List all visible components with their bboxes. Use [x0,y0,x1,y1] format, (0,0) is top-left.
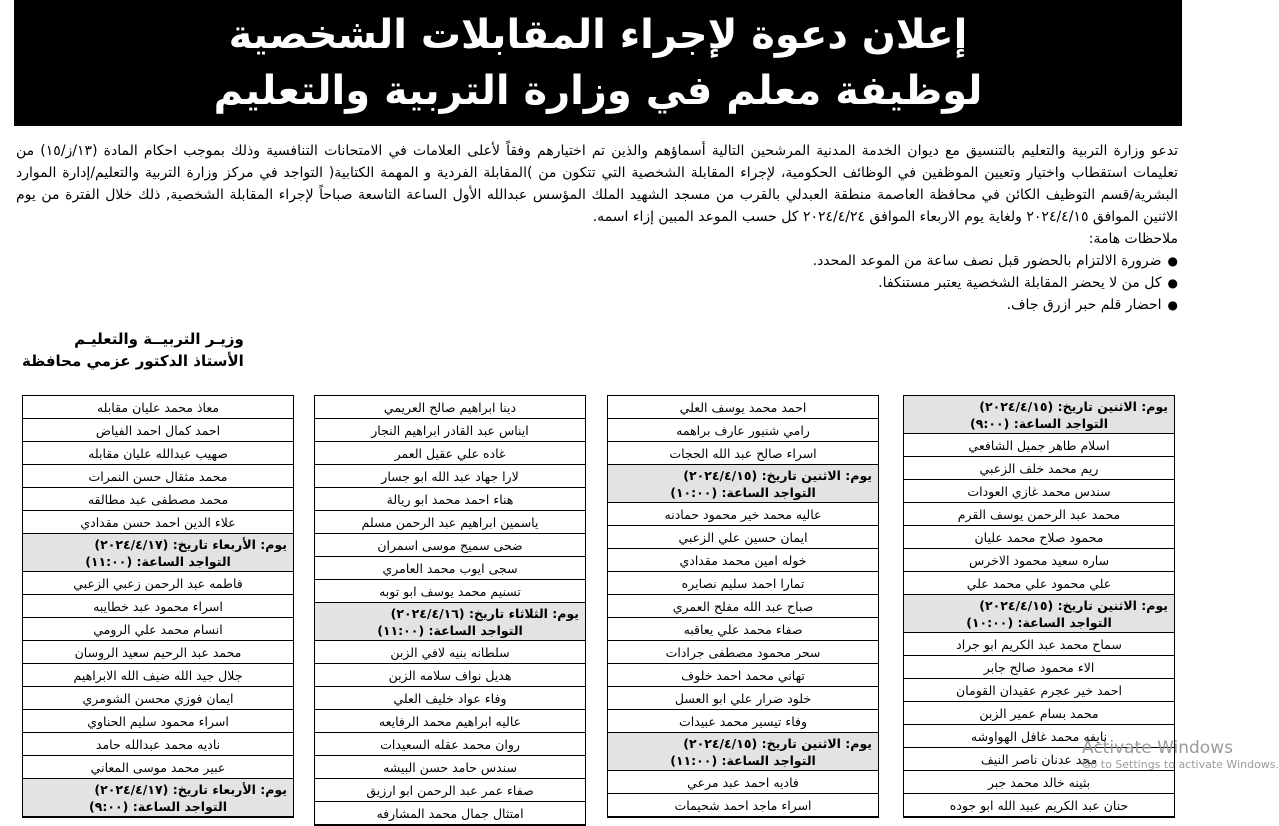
candidate-name: ريم محمد خلف الزعبي [904,457,1174,480]
schedule-header [608,733,878,771]
candidate-name: محمود صلاح محمد عليان [904,526,1174,549]
candidate-name: هديل نواف سلامه الزبن [315,664,585,687]
announcement-body [16,140,1178,316]
schedule-header [608,465,878,503]
candidate-name: خوله امين محمد مقدادي [608,549,878,572]
candidate-name: مجد عدنان ناصر النيف [904,748,1174,771]
candidate-name: محمد عبد الرحمن يوسف القرم [904,503,1174,526]
notes-heading: ملاحظات هامة: [1088,231,1178,247]
schedule-time: التواجد الساعة: (١٠:٠٠) [670,484,816,500]
candidates-column-2 [607,395,879,818]
candidate-name: فاديه احمد عبد مرعي [608,771,878,794]
note-item [16,272,1178,294]
candidate-name: وفاء عواد خليف العلي [315,687,585,710]
notes-list [16,250,1178,316]
candidate-name: اسراء محمود سليم الحناوي [23,710,293,733]
schedule-time: التواجد الساعة: (١٠:٠٠) [966,614,1112,630]
bullet-icon: ● [1167,276,1178,290]
candidate-name: محمد مثقال حسن النمرات [23,465,293,488]
candidate-name: صباح عبد الله مفلح العمري [608,595,878,618]
candidate-name: فاطمه عبد الرحمن زعبي الزعبي [23,572,293,595]
schedule-header [904,595,1174,633]
candidate-name: سلطانه بنيه لافي الزبن [315,641,585,664]
candidate-name: دينا ابراهيم صالح العريمي [315,396,585,419]
candidates-column-3 [314,395,586,826]
candidate-name: سحر محمود مصطفى جرادات [608,641,878,664]
candidate-name: انسام محمد علي الرومي [23,618,293,641]
candidate-name: احمد محمد يوسف العلي [608,396,878,419]
watermark-title: Activate Windows [1082,738,1233,758]
schedule-time: التواجد الساعة: (١١:٠٠) [85,553,231,569]
schedule-header [904,396,1174,434]
candidate-name: لارا جهاد عبد الله ابو جسار [315,465,585,488]
schedule-time: التواجد الساعة: (٩:٠٠) [970,415,1108,431]
candidate-name: ايناس عبد القادر ابراهيم النجار [315,419,585,442]
candidate-name: تهاني محمد احمد خلوف [608,664,878,687]
minister-title: وزيـر التربيــة والتعليـم [74,330,244,348]
candidate-name: روان محمد عقله السعيدات [315,733,585,756]
candidate-name: جلال جيد الله ضيف الله الابراهيم [23,664,293,687]
candidate-name: ضحى سميح موسى اسمران [315,534,585,557]
candidate-name: خلود ضرار علي ابو العسل [608,687,878,710]
candidate-name: غاده علي عقيل العمر [315,442,585,465]
candidate-name: عاليه ابراهيم محمد الرفايعه [315,710,585,733]
candidate-name: معاذ محمد عليان مقابله [23,396,293,419]
candidate-name: الاء محمود صالح جابر [904,656,1174,679]
schedule-date: يوم: الأربعاء تاريخ: (٢٠٢٤/٤/١٧) [94,781,287,797]
candidate-name: ايمان حسين علي الزعبي [608,526,878,549]
candidate-name: علي محمود علي محمد علي [904,572,1174,595]
minister-signature [22,328,244,372]
schedule-time: التواجد الساعة: (٩:٠٠) [89,798,227,814]
note-item [16,250,1178,272]
candidate-name: اسلام طاهر جميل الشافعي [904,434,1174,457]
schedule-header [315,603,585,641]
note-text: كل من لا يحضر المقابلة الشخصية يعتبر مستنكفا. [878,275,1162,291]
candidate-name: سندس محمد غازي العودات [904,480,1174,503]
candidate-name: صهيب عبدالله عليان مقابله [23,442,293,465]
candidate-name: صفاء عمر عبد الرحمن ابو ارزيق [315,779,585,802]
candidate-name: سندس حامد حسن البيشه [315,756,585,779]
schedule-date: يوم: الاثنين تاريخ: (٢٠٢٤/٤/١٥) [979,597,1168,613]
candidate-name: اسراء محمود عبد خطايبه [23,595,293,618]
title-line-2: لوظيفة معلم في وزارة التربية والتعليم [213,68,983,114]
candidate-name: عبير محمد موسى المعاني [23,756,293,779]
candidate-name: احمد خير عجرم عقيدان القومان [904,679,1174,702]
candidate-name: محمد عبد الرحيم سعيد الروسان [23,641,293,664]
note-text: احضار قلم حبر ازرق جاف. [1006,297,1162,313]
schedule-time: التواجد الساعة: (١١:٠٠) [377,622,523,638]
intro-paragraph: تدعو وزارة التربية والتعليم بالتنسيق مع ديوان الخدمة المدنية المرشحين التالية أسماؤهم والذين تم اختيارهم وفقاً لأعلى العلامات في الامتحانات التنافسية وذلك بموجب احكام المادة (١٣/ز/١٥) من تعليمات استقطاب واختيار وتعيين الموظفين في الوظائف الحكومية، لإجراء المقابلة الشخصية التي تتكون من )المقابلة الفردية و المهمة الكتابية( التواجد في مركز وزارة التربية والتعليم/إدارة الموارد البشرية/قسم التوظيف الكائن في محافظة العاصمة منطقة العبدلي بالقرب من مسجد الشهيد الملك المؤسس عبدالله الأول الساعة التاسعة صباحاً لإجراء المقابلة الشخصية, ذلك خلال الفترة من يوم الاثنين الموافق ٢٠٢٤/٤/١٥ ولغاية يوم الاربعاء الموافق ٢٠٢٤/٤/٢٤ كل حسب الموعد المبين إزاء اسمه. [16,143,1178,225]
candidate-name: تسنيم محمد يوسف ابو توبه [315,580,585,603]
candidate-name: حنان عبد الكريم عبيد الله ابو جوده [904,794,1174,817]
schedule-date: يوم: الاثنين تاريخ: (٢٠٢٤/٤/١٥) [683,467,872,483]
candidate-name: ناديه محمد عبدالله حامد [23,733,293,756]
candidate-name: نايفه محمد غافل الهواوشه [904,725,1174,748]
candidate-name: اسراء ماجد احمد شحيمات [608,794,878,817]
schedule-header [23,779,293,817]
schedule-header [23,534,293,572]
candidates-column-4 [22,395,294,818]
candidate-name: محمد بسام عمير الزبن [904,702,1174,725]
candidate-name: امتثال جمال محمد المشارفه [315,802,585,825]
candidate-name: تمارا احمد سليم نصايره [608,572,878,595]
candidate-name: احمد كمال احمد الفياض [23,419,293,442]
candidate-name: بثينه خالد محمد جبر [904,771,1174,794]
schedule-time: التواجد الساعة: (١١:٠٠) [670,752,816,768]
candidate-name: ايمان فوزي محسن الشومري [23,687,293,710]
candidate-name: ساره سعيد محمود الاخرس [904,549,1174,572]
candidate-name: سماح محمد عبد الكريم ابو جراد [904,633,1174,656]
candidate-name: اسراء صالح عبد الله الحجات [608,442,878,465]
minister-name: الأستاذ الدكتور عزمي محافظة [22,352,244,370]
candidate-name: سجى ايوب محمد العامري [315,557,585,580]
candidate-name: ياسمين ابراهيم عبد الرحمن مسلم [315,511,585,534]
note-item [16,294,1178,316]
candidate-name: هناء احمد محمد ابو ريالة [315,488,585,511]
candidate-name: محمد مصطفى عبد مطالقه [23,488,293,511]
candidate-name: وفاء تيسير محمد عبيدات [608,710,878,733]
schedule-date: يوم: الاثنين تاريخ: (٢٠٢٤/٤/١٥) [979,398,1168,414]
candidate-name: عاليه محمد خير محمود حمادنه [608,503,878,526]
candidate-name: علاء الدين احمد حسن مقدادي [23,511,293,534]
activation-watermark [1082,738,1279,772]
title-line-1: إعلان دعوة لإجراء المقابلات الشخصية [228,12,968,58]
schedule-date: يوم: الأربعاء تاريخ: (٢٠٢٤/٤/١٧) [94,536,287,552]
title-banner [14,0,1182,126]
schedule-date: يوم: الثلاثاء تاريخ: (٢٠٢٤/٤/١٦) [390,605,579,621]
bullet-icon: ● [1167,298,1178,312]
schedule-date: يوم: الاثنين تاريخ: (٢٠٢٤/٤/١٥) [683,735,872,751]
candidate-name: رامي شنيور عارف براهمه [608,419,878,442]
watermark-subtitle: Go to Settings to activate Windows. [1082,758,1279,771]
candidate-name: صفاء محمد علي يعاقبه [608,618,878,641]
bullet-icon: ● [1167,254,1178,268]
note-text: ضرورة الالتزام بالحضور قبل نصف ساعة من الموعد المحدد. [812,253,1162,269]
